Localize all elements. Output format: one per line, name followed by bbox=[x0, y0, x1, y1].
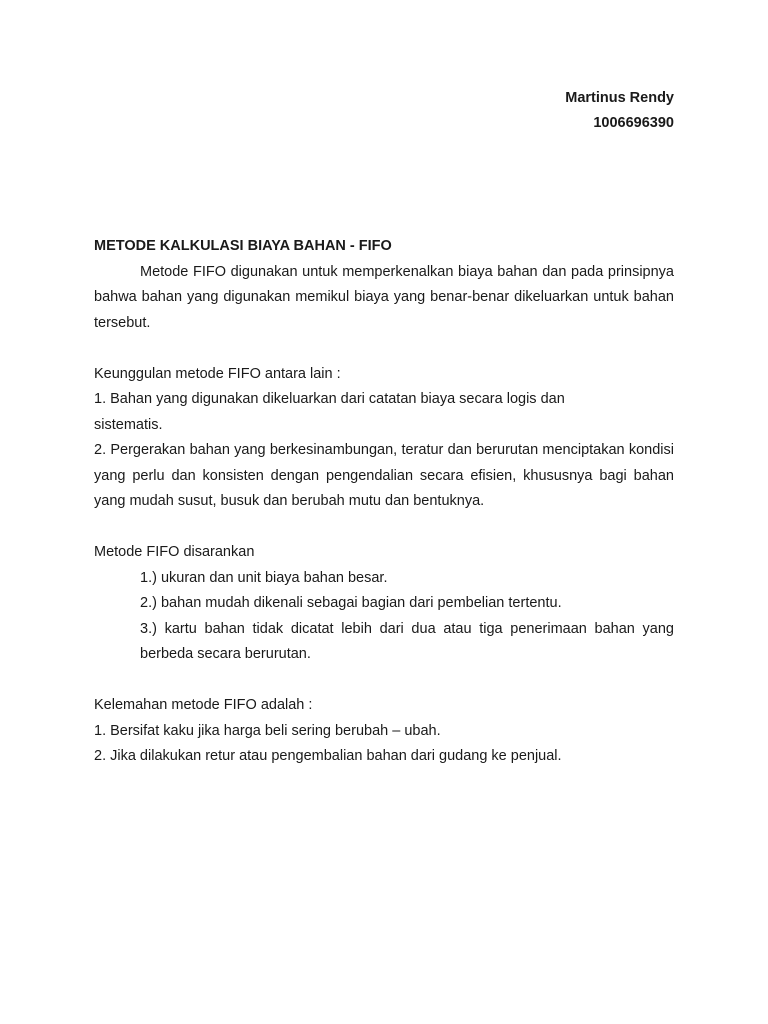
document-body bbox=[94, 234, 674, 770]
spacer bbox=[94, 668, 674, 694]
advantages-heading: Keunggulan metode FIFO antara lain : bbox=[94, 365, 341, 382]
advantage-item-2: 2. Pergerakan bahan yang berkesinambungan, teratur dan berurutan menciptakan kondisi yang perlu dan konsisten dengan pengendalian secara efisien, khususnya bagi bahan yang mudah susut, busuk dan berubah mutu dan bentuknya. bbox=[94, 442, 674, 509]
document-title: METODE KALKULASI BIAYA BAHAN - FIFO bbox=[94, 238, 392, 254]
spacer bbox=[94, 336, 674, 362]
spacer bbox=[94, 515, 674, 541]
recommended-heading: Metode FIFO disarankan bbox=[94, 544, 255, 560]
recommended-item-3: 3.) kartu bahan tidak dicatat lebih dari dua atau tiga penerimaan bahan yang berbeda secara berurutan. bbox=[140, 620, 674, 662]
recommended-item-2: 2.) bahan mudah dikenali sebagai bagian dari pembelian tertentu. bbox=[140, 595, 562, 611]
weaknesses-heading: Kelemahan metode FIFO adalah : bbox=[94, 697, 313, 713]
advantage-item-1-line-1: 1. Bahan yang digunakan dikeluarkan dari catatan biaya secara logis dan bbox=[94, 391, 565, 407]
author-name: Martinus Rendy bbox=[565, 90, 674, 106]
author-block bbox=[565, 86, 674, 136]
advantage-item-1-line-2: sistematis. bbox=[94, 416, 163, 433]
intro-paragraph: Metode FIFO digunakan untuk memperkenalkan biaya bahan dan pada prinsipnya bahwa bahan yang digunakan memikul biaya yang benar-benar dikeluarkan untuk bahan tersebut. bbox=[94, 263, 674, 331]
author-id: 1006696390 bbox=[593, 115, 674, 131]
recommended-item-1: 1.) ukuran dan unit biaya bahan besar. bbox=[140, 569, 388, 586]
weakness-item-1: 1. Bersifat kaku jika harga beli sering berubah – ubah. bbox=[94, 722, 441, 739]
weakness-item-2: 2. Jika dilakukan retur atau pengembalian bahan dari gudang ke penjual. bbox=[94, 748, 562, 764]
